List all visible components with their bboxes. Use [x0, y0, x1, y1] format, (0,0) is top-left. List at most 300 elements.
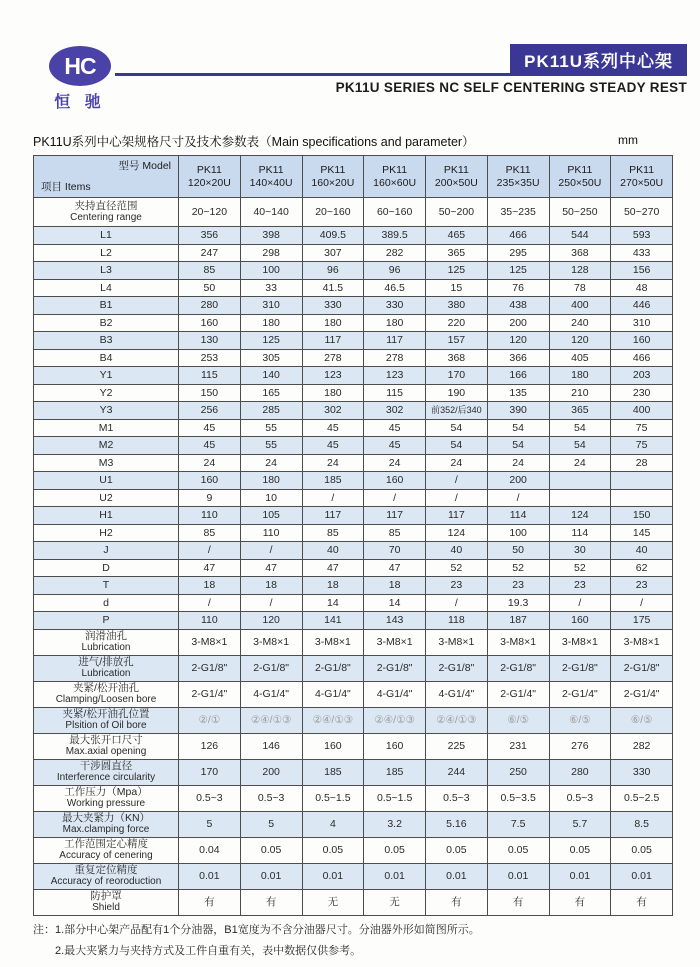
spec-value-cell: 166 — [487, 367, 549, 385]
spec-value-cell: 150 — [611, 507, 673, 525]
spec-value-cell: 前352/后340 — [426, 402, 488, 420]
spec-value-cell: 0.5~1.5 — [364, 785, 426, 811]
spec-value-cell: 45 — [364, 419, 426, 437]
spec-value-cell: 125 — [487, 262, 549, 280]
spec-value-cell: 120 — [240, 612, 302, 630]
row-label-cell: Y1 — [34, 367, 179, 385]
spec-value-cell: 24 — [179, 454, 241, 472]
spec-value-cell: 15 — [426, 279, 488, 297]
spec-value-cell: 0.5~3 — [179, 785, 241, 811]
spec-value-cell: 0.01 — [611, 863, 673, 889]
spec-value-cell: 0.04 — [179, 837, 241, 863]
row-label-cell: U1 — [34, 472, 179, 490]
spec-value-cell: 18 — [179, 577, 241, 595]
spec-value-cell: / — [179, 594, 241, 612]
row-label-cell: L3 — [34, 262, 179, 280]
spec-value-cell: 180 — [240, 314, 302, 332]
spec-value-cell: ②④/①③ — [364, 707, 426, 733]
row-label-cell: U2 — [34, 489, 179, 507]
spec-value-cell: 302 — [302, 402, 364, 420]
spec-value-cell: 160 — [364, 472, 426, 490]
spec-value-cell: 185 — [302, 472, 364, 490]
spec-value-cell: 117 — [364, 332, 426, 350]
logo-hc-icon — [49, 46, 111, 86]
table-title: PK11U系列中心架规格尺寸及技术参数表（Main specifications and parameter） — [33, 135, 475, 149]
spec-value-cell: 125 — [426, 262, 488, 280]
spec-value-cell: 330 — [302, 297, 364, 315]
spec-value-cell: 593 — [611, 227, 673, 245]
row-label-cell: 夹持直径范围 Centering range — [34, 198, 179, 227]
spec-value-cell: 165 — [240, 384, 302, 402]
spec-value-cell: 41.5 — [302, 279, 364, 297]
spec-value-cell: 124 — [549, 507, 611, 525]
spec-value-cell: 307 — [302, 244, 364, 262]
spec-value-cell: 54 — [549, 419, 611, 437]
spec-value-cell: 60~160 — [364, 198, 426, 227]
spec-value-cell: 368 — [549, 244, 611, 262]
spec-value-cell: 117 — [302, 332, 364, 350]
spec-value-cell: 3-M8×1 — [179, 629, 241, 655]
table-row — [34, 367, 673, 385]
table-row — [34, 507, 673, 525]
spec-value-cell: 140 — [240, 367, 302, 385]
spec-value-cell: 2-G1/4" — [179, 681, 241, 707]
spec-value-cell: 0.05 — [426, 837, 488, 863]
spec-value-cell: 185 — [364, 759, 426, 785]
spec-value-cell: 无 — [364, 889, 426, 915]
spec-value-cell: 295 — [487, 244, 549, 262]
spec-value-cell: 76 — [487, 279, 549, 297]
model-header-cell: PK11 160×60U — [364, 156, 426, 198]
corner-model-label: 型号 Model — [118, 160, 171, 172]
spec-table — [33, 155, 673, 916]
spec-value-cell: 96 — [302, 262, 364, 280]
spec-value-cell: 0.01 — [487, 863, 549, 889]
spec-value-cell: 0.5~1.5 — [302, 785, 364, 811]
spec-value-cell: 54 — [426, 437, 488, 455]
spec-value-cell: 40~140 — [240, 198, 302, 227]
spec-value-cell: 365 — [426, 244, 488, 262]
spec-value-cell: 276 — [549, 733, 611, 759]
spec-value-cell: 3-M8×1 — [302, 629, 364, 655]
spec-value-cell: 135 — [487, 384, 549, 402]
spec-value-cell: 0.05 — [611, 837, 673, 863]
spec-value-cell: 85 — [179, 524, 241, 542]
spec-value-cell: 有 — [487, 889, 549, 915]
spec-value-cell: 115 — [364, 384, 426, 402]
spec-value-cell — [549, 472, 611, 490]
spec-value-cell: 368 — [426, 349, 488, 367]
table-row — [34, 594, 673, 612]
spec-value-cell: 7.5 — [487, 811, 549, 837]
spec-value-cell: ②④/①③ — [240, 707, 302, 733]
spec-value-cell: 0.05 — [487, 837, 549, 863]
spec-value-cell: 400 — [549, 297, 611, 315]
model-header-cell: PK11 200×50U — [426, 156, 488, 198]
table-row — [34, 707, 673, 733]
spec-value-cell: 110 — [179, 612, 241, 630]
spec-value-cell: 282 — [611, 733, 673, 759]
spec-value-cell: 3-M8×1 — [487, 629, 549, 655]
row-label-cell: 最大张开口尺寸 Max.axial opening — [34, 733, 179, 759]
spec-value-cell: 23 — [487, 577, 549, 595]
spec-value-cell: 366 — [487, 349, 549, 367]
row-label-cell: T — [34, 577, 179, 595]
spec-value-cell: 54 — [487, 437, 549, 455]
spec-value-cell: ②④/①③ — [302, 707, 364, 733]
model-header-cell: PK11 235×35U — [487, 156, 549, 198]
row-label-cell: D — [34, 559, 179, 577]
spec-value-cell: 14 — [364, 594, 426, 612]
spec-value-cell: 124 — [426, 524, 488, 542]
spec-value-cell: 55 — [240, 437, 302, 455]
spec-value-cell: 120 — [549, 332, 611, 350]
spec-value-cell: 2-G1/8" — [549, 655, 611, 681]
table-row — [34, 863, 673, 889]
row-label-cell: B1 — [34, 297, 179, 315]
table-row — [34, 472, 673, 490]
table-row — [34, 262, 673, 280]
spec-value-cell: 544 — [549, 227, 611, 245]
spec-value-cell: 187 — [487, 612, 549, 630]
spec-value-cell: 18 — [240, 577, 302, 595]
spec-value-cell: 70 — [364, 542, 426, 560]
spec-value-cell: 310 — [240, 297, 302, 315]
spec-value-cell: 有 — [426, 889, 488, 915]
spec-value-cell: 有 — [611, 889, 673, 915]
row-label-cell: M2 — [34, 437, 179, 455]
spec-value-cell: 3-M8×1 — [549, 629, 611, 655]
spec-value-cell: 118 — [426, 612, 488, 630]
spec-value-cell: 有 — [179, 889, 241, 915]
spec-value-cell: 0.5~3 — [426, 785, 488, 811]
spec-value-cell: / — [487, 489, 549, 507]
row-label-cell: Y3 — [34, 402, 179, 420]
table-row — [34, 454, 673, 472]
spec-value-cell: 54 — [549, 437, 611, 455]
footnotes — [33, 921, 480, 958]
spec-value-cell: 180 — [240, 472, 302, 490]
spec-value-cell: / — [426, 472, 488, 490]
spec-value-cell: 160 — [611, 332, 673, 350]
spec-value-cell: 278 — [302, 349, 364, 367]
row-label-cell: H1 — [34, 507, 179, 525]
spec-value-cell: 2-G1/8" — [487, 655, 549, 681]
spec-value-cell: 409.5 — [302, 227, 364, 245]
spec-value-cell: 4-G1/4" — [364, 681, 426, 707]
spec-value-cell: 9 — [179, 489, 241, 507]
logo-text: HC — [64, 52, 96, 79]
spec-value-cell: 0.01 — [364, 863, 426, 889]
table-row — [34, 297, 673, 315]
spec-value-cell: 75 — [611, 419, 673, 437]
spec-value-cell: 无 — [302, 889, 364, 915]
spec-value-cell: 117 — [302, 507, 364, 525]
corner-items-label: 项目 Items — [41, 180, 91, 193]
spec-value-cell — [611, 489, 673, 507]
series-banner — [510, 44, 687, 74]
spec-value-cell: 380 — [426, 297, 488, 315]
spec-value-cell: 230 — [611, 384, 673, 402]
spec-value-cell: 3-M8×1 — [364, 629, 426, 655]
spec-value-cell: 47 — [240, 559, 302, 577]
spec-value-cell: 0.5~3 — [549, 785, 611, 811]
spec-value-cell: 0.5~3 — [240, 785, 302, 811]
spec-value-cell: 145 — [611, 524, 673, 542]
spec-value-cell: 180 — [302, 384, 364, 402]
spec-value-cell: 96 — [364, 262, 426, 280]
row-label-cell: 防护罩 Shield — [34, 889, 179, 915]
spec-value-cell: 117 — [426, 507, 488, 525]
spec-value-cell: / — [549, 594, 611, 612]
table-row — [34, 811, 673, 837]
spec-value-cell: ②/① — [179, 707, 241, 733]
spec-value-cell: 160 — [179, 472, 241, 490]
spec-value-cell: 330 — [611, 759, 673, 785]
spec-value-cell: 398 — [240, 227, 302, 245]
spec-value-cell: 3-M8×1 — [240, 629, 302, 655]
spec-value-cell: 110 — [240, 524, 302, 542]
spec-value-cell: 23 — [426, 577, 488, 595]
spec-value-cell: 54 — [487, 419, 549, 437]
spec-value-cell: 200 — [487, 314, 549, 332]
spec-value-cell: 200 — [487, 472, 549, 490]
spec-value-cell: 50~250 — [549, 198, 611, 227]
spec-value-cell: 52 — [426, 559, 488, 577]
spec-value-cell: 190 — [426, 384, 488, 402]
spec-value-cell: 114 — [487, 507, 549, 525]
spec-value-cell: 5 — [240, 811, 302, 837]
table-row — [34, 733, 673, 759]
spec-value-cell: 48 — [611, 279, 673, 297]
spec-value-cell: 40 — [426, 542, 488, 560]
footnote-1: 注：1.部分中心架产品配有1个分油器，B1宽度为不含分油器尺寸。分油器外形如简图所示。 — [33, 924, 480, 936]
spec-value-cell: 55 — [240, 419, 302, 437]
spec-value-cell: 389.5 — [364, 227, 426, 245]
table-row — [34, 437, 673, 455]
table-row — [34, 837, 673, 863]
spec-value-cell: 45 — [364, 437, 426, 455]
series-banner-text: PK11U系列中心架 — [524, 51, 673, 71]
row-label-cell: M3 — [34, 454, 179, 472]
spec-value-cell: 8.5 — [611, 811, 673, 837]
spec-value-cell: 210 — [549, 384, 611, 402]
spec-value-cell: 24 — [364, 454, 426, 472]
spec-value-cell: 405 — [549, 349, 611, 367]
spec-value-cell: 310 — [611, 314, 673, 332]
row-label-cell: M1 — [34, 419, 179, 437]
spec-value-cell: ⑥/⑤ — [549, 707, 611, 733]
spec-value-cell: 240 — [549, 314, 611, 332]
spec-value-cell: 23 — [549, 577, 611, 595]
spec-value-cell: 466 — [487, 227, 549, 245]
spec-value-cell: 47 — [302, 559, 364, 577]
spec-value-cell: 85 — [364, 524, 426, 542]
spec-value-cell: 40 — [302, 542, 364, 560]
table-row — [34, 279, 673, 297]
row-label-cell: 重复定位精度 Accuracy of reoroduction — [34, 863, 179, 889]
spec-value-cell: 52 — [549, 559, 611, 577]
spec-value-cell: 0.05 — [364, 837, 426, 863]
spec-value-cell: 160 — [179, 314, 241, 332]
spec-value-cell: / — [426, 489, 488, 507]
table-row — [34, 489, 673, 507]
spec-value-cell: 3-M8×1 — [611, 629, 673, 655]
row-label-cell: L4 — [34, 279, 179, 297]
row-label-cell: H2 — [34, 524, 179, 542]
spec-value-cell: 75 — [611, 437, 673, 455]
row-label-cell: B2 — [34, 314, 179, 332]
spec-value-cell: 33 — [240, 279, 302, 297]
spec-value-cell: 231 — [487, 733, 549, 759]
spec-value-cell: 0.05 — [240, 837, 302, 863]
header-divider — [115, 73, 687, 76]
spec-value-cell: 180 — [302, 314, 364, 332]
spec-value-cell: 446 — [611, 297, 673, 315]
company-logo — [45, 46, 115, 112]
spec-value-cell: 225 — [426, 733, 488, 759]
table-row — [34, 785, 673, 811]
spec-value-cell: 280 — [549, 759, 611, 785]
table-row — [34, 655, 673, 681]
table-row — [34, 629, 673, 655]
spec-value-cell: 85 — [179, 262, 241, 280]
table-row — [34, 577, 673, 595]
spec-value-cell: 24 — [302, 454, 364, 472]
spec-value-cell: 390 — [487, 402, 549, 420]
spec-value-cell: 52 — [487, 559, 549, 577]
spec-value-cell: 117 — [364, 507, 426, 525]
spec-value-cell: 45 — [179, 437, 241, 455]
spec-value-cell: 5.16 — [426, 811, 488, 837]
spec-value-cell: 128 — [549, 262, 611, 280]
spec-value-cell: 46.5 — [364, 279, 426, 297]
spec-value-cell: 305 — [240, 349, 302, 367]
spec-value-cell: 5 — [179, 811, 241, 837]
spec-value-cell: 0.5~2.5 — [611, 785, 673, 811]
row-label-cell: d — [34, 594, 179, 612]
spec-value-cell: 50~200 — [426, 198, 488, 227]
spec-value-cell: 4 — [302, 811, 364, 837]
spec-value-cell: 433 — [611, 244, 673, 262]
spec-value-cell: 2-G1/4" — [487, 681, 549, 707]
model-header-cell: PK11 270×50U — [611, 156, 673, 198]
table-row — [34, 402, 673, 420]
spec-value-cell: / — [364, 489, 426, 507]
spec-value-cell: 130 — [179, 332, 241, 350]
row-label-cell: 干涉圆直径 Interference circularity — [34, 759, 179, 785]
spec-value-cell: 2-G1/8" — [364, 655, 426, 681]
row-label-cell: P — [34, 612, 179, 630]
row-label-cell: B3 — [34, 332, 179, 350]
table-row — [34, 542, 673, 560]
spec-value-cell: 330 — [364, 297, 426, 315]
spec-value-cell: 78 — [549, 279, 611, 297]
table-row — [34, 384, 673, 402]
table-row — [34, 681, 673, 707]
spec-value-cell: 115 — [179, 367, 241, 385]
table-row — [34, 559, 673, 577]
spec-value-cell: 2-G1/8" — [240, 655, 302, 681]
spec-value-cell: 23 — [611, 577, 673, 595]
row-label-cell: B4 — [34, 349, 179, 367]
spec-value-cell: 120 — [487, 332, 549, 350]
spec-value-cell: 45 — [302, 437, 364, 455]
table-row — [34, 227, 673, 245]
spec-value-cell: 256 — [179, 402, 241, 420]
spec-value-cell: 185 — [302, 759, 364, 785]
spec-value-cell: 54 — [426, 419, 488, 437]
row-label-cell: L2 — [34, 244, 179, 262]
spec-value-cell: 28 — [611, 454, 673, 472]
spec-value-cell: 40 — [611, 542, 673, 560]
spec-value-cell: 123 — [302, 367, 364, 385]
spec-value-cell: 4-G1/4" — [426, 681, 488, 707]
spec-value-cell: 35~235 — [487, 198, 549, 227]
spec-value-cell: 19.3 — [487, 594, 549, 612]
spec-value-cell: 0.01 — [549, 863, 611, 889]
row-label-cell: 工作压力（Mpa） Working pressure — [34, 785, 179, 811]
spec-value-cell: 180 — [549, 367, 611, 385]
spec-value-cell: 24 — [240, 454, 302, 472]
spec-value-cell: 4-G1/4" — [240, 681, 302, 707]
row-label-cell: 夹紧/松开油孔位置 Plsition of Oil bore — [34, 707, 179, 733]
unit-label: mm — [618, 133, 638, 147]
spec-value-cell: 126 — [179, 733, 241, 759]
spec-value-cell: 466 — [611, 349, 673, 367]
spec-value-cell: 14 — [302, 594, 364, 612]
spec-value-cell: / — [240, 594, 302, 612]
table-row — [34, 198, 673, 227]
spec-value-cell: 0.01 — [302, 863, 364, 889]
table-row — [34, 612, 673, 630]
footnote-2: 2.最大夹紧力与夹持方式及工件自重有关，表中数据仅供参考。 — [55, 945, 362, 957]
spec-value-cell: 18 — [302, 577, 364, 595]
spec-value-cell: 156 — [611, 262, 673, 280]
spec-value-cell: 365 — [549, 402, 611, 420]
spec-value-cell: 157 — [426, 332, 488, 350]
model-header-cell: PK11 250×50U — [549, 156, 611, 198]
spec-value-cell: 285 — [240, 402, 302, 420]
spec-value-cell: 244 — [426, 759, 488, 785]
spec-value-cell: / — [240, 542, 302, 560]
spec-value-cell: 10 — [240, 489, 302, 507]
spec-value-cell: 45 — [302, 419, 364, 437]
spec-value-cell: 47 — [364, 559, 426, 577]
spec-value-cell: 30 — [549, 542, 611, 560]
spec-value-cell: 278 — [364, 349, 426, 367]
spec-value-cell: 160 — [364, 733, 426, 759]
row-label-cell: J — [34, 542, 179, 560]
spec-value-cell: 203 — [611, 367, 673, 385]
spec-value-cell — [611, 472, 673, 490]
corner-header-cell — [34, 156, 179, 198]
row-label-cell: 润滑油孔 Lubrication — [34, 629, 179, 655]
spec-value-cell: 170 — [179, 759, 241, 785]
model-header-cell: PK11 140×40U — [240, 156, 302, 198]
spec-value-cell: 200 — [240, 759, 302, 785]
row-label-cell: L1 — [34, 227, 179, 245]
table-row — [34, 244, 673, 262]
spec-value-cell: 282 — [364, 244, 426, 262]
spec-value-cell: 100 — [487, 524, 549, 542]
model-header-cell: PK11 160×20U — [302, 156, 364, 198]
spec-value-cell: 0.5~3.5 — [487, 785, 549, 811]
row-label-cell: Y2 — [34, 384, 179, 402]
spec-value-cell: 105 — [240, 507, 302, 525]
spec-value-cell: 24 — [426, 454, 488, 472]
spec-value-cell: 2-G1/8" — [426, 655, 488, 681]
